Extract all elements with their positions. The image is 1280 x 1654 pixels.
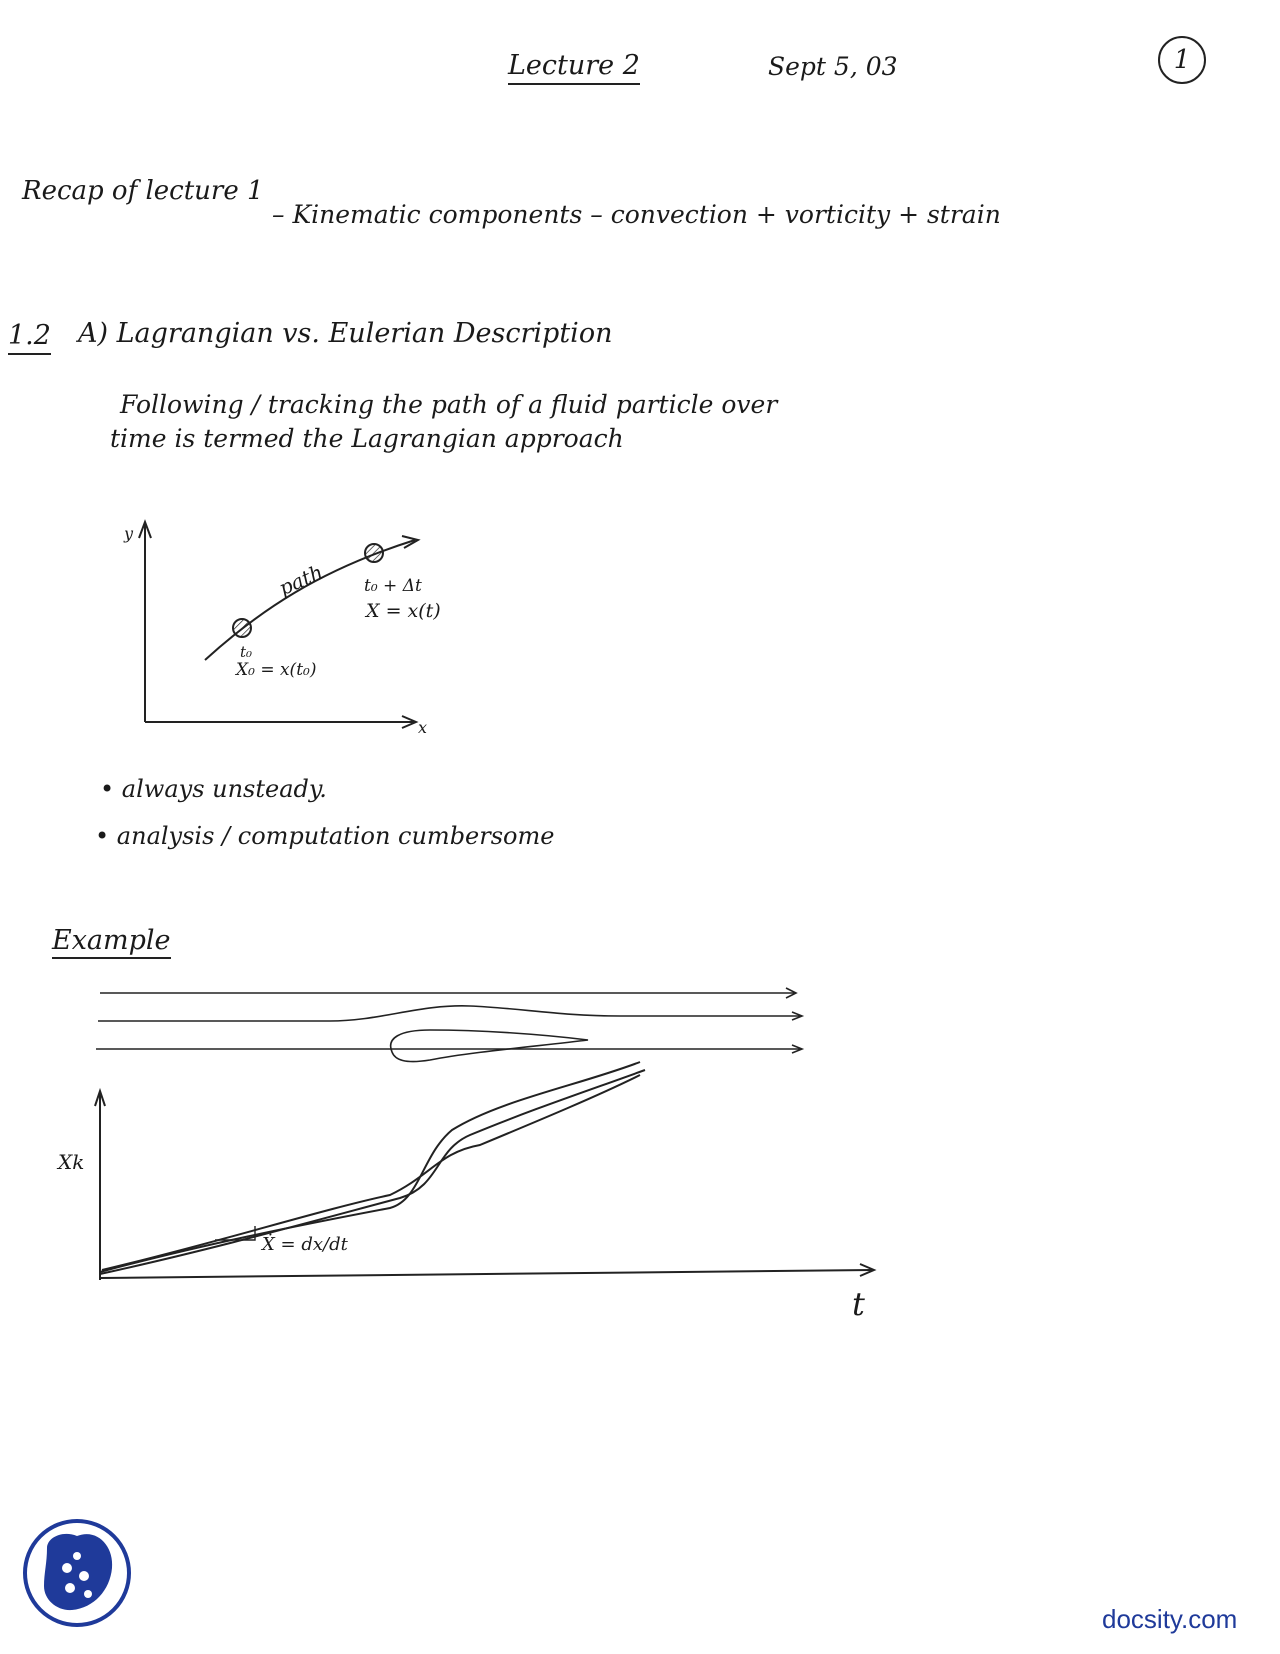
paragraph-line-1: Following / tracking the path of a fluid particle over bbox=[120, 390, 778, 419]
bullet-1: • always unsteady. bbox=[100, 775, 327, 803]
x1-label: X = x(t) bbox=[366, 600, 441, 622]
x0-label: X₀ = x(t₀) bbox=[236, 660, 317, 680]
t1-label: t₀ + Δt bbox=[364, 576, 422, 596]
airfoil-shape bbox=[391, 1030, 588, 1062]
lagrangian-path-figure bbox=[139, 522, 418, 728]
lecture-date: Sept 5, 03 bbox=[768, 52, 898, 81]
fig3-t-axis bbox=[100, 1270, 872, 1278]
paragraph-line-2: time is termed the Lagrangian approach bbox=[110, 424, 624, 453]
streamline-middle bbox=[98, 1006, 800, 1021]
bullet-2-text: analysis / computation cumbersome bbox=[116, 822, 555, 850]
slope-label: Ẋ = dx/dt bbox=[262, 1234, 348, 1255]
page-number: 1 bbox=[1158, 36, 1206, 84]
recap-label: Recap of lecture 1 bbox=[22, 176, 264, 206]
lecture-title: Lecture 2 bbox=[508, 50, 640, 85]
trajectory-curve-3 bbox=[102, 1075, 640, 1270]
xt-plot-figure bbox=[95, 1062, 874, 1280]
path-label: path bbox=[275, 559, 327, 601]
bullet-2: • analysis / computation cumbersome bbox=[95, 822, 555, 850]
fig3-y-label: Xk bbox=[58, 1150, 85, 1174]
docsity-logo-icon bbox=[22, 1518, 132, 1628]
docsity-watermark[interactable]: docsity.com bbox=[1102, 1604, 1238, 1634]
recap-content: – Kinematic components – convection + vorticity + strain bbox=[272, 200, 1001, 229]
example-heading: Example bbox=[52, 925, 171, 959]
particle-end bbox=[365, 544, 383, 562]
section-number: 1.2 bbox=[8, 320, 51, 355]
fig1-x-label: x bbox=[418, 718, 428, 737]
fig3-t-label: t bbox=[852, 1285, 865, 1323]
section-heading: A) Lagrangian vs. Eulerian Description bbox=[78, 318, 613, 349]
trajectory-curve-1 bbox=[100, 1062, 640, 1272]
fig1-y-label: y bbox=[124, 524, 134, 543]
particle-start bbox=[233, 619, 251, 637]
bullet-1-text: always unsteady. bbox=[121, 775, 327, 803]
t0-label: t₀ bbox=[240, 643, 253, 661]
streamlines-figure bbox=[96, 988, 802, 1062]
trajectory-curve-2 bbox=[100, 1070, 645, 1274]
